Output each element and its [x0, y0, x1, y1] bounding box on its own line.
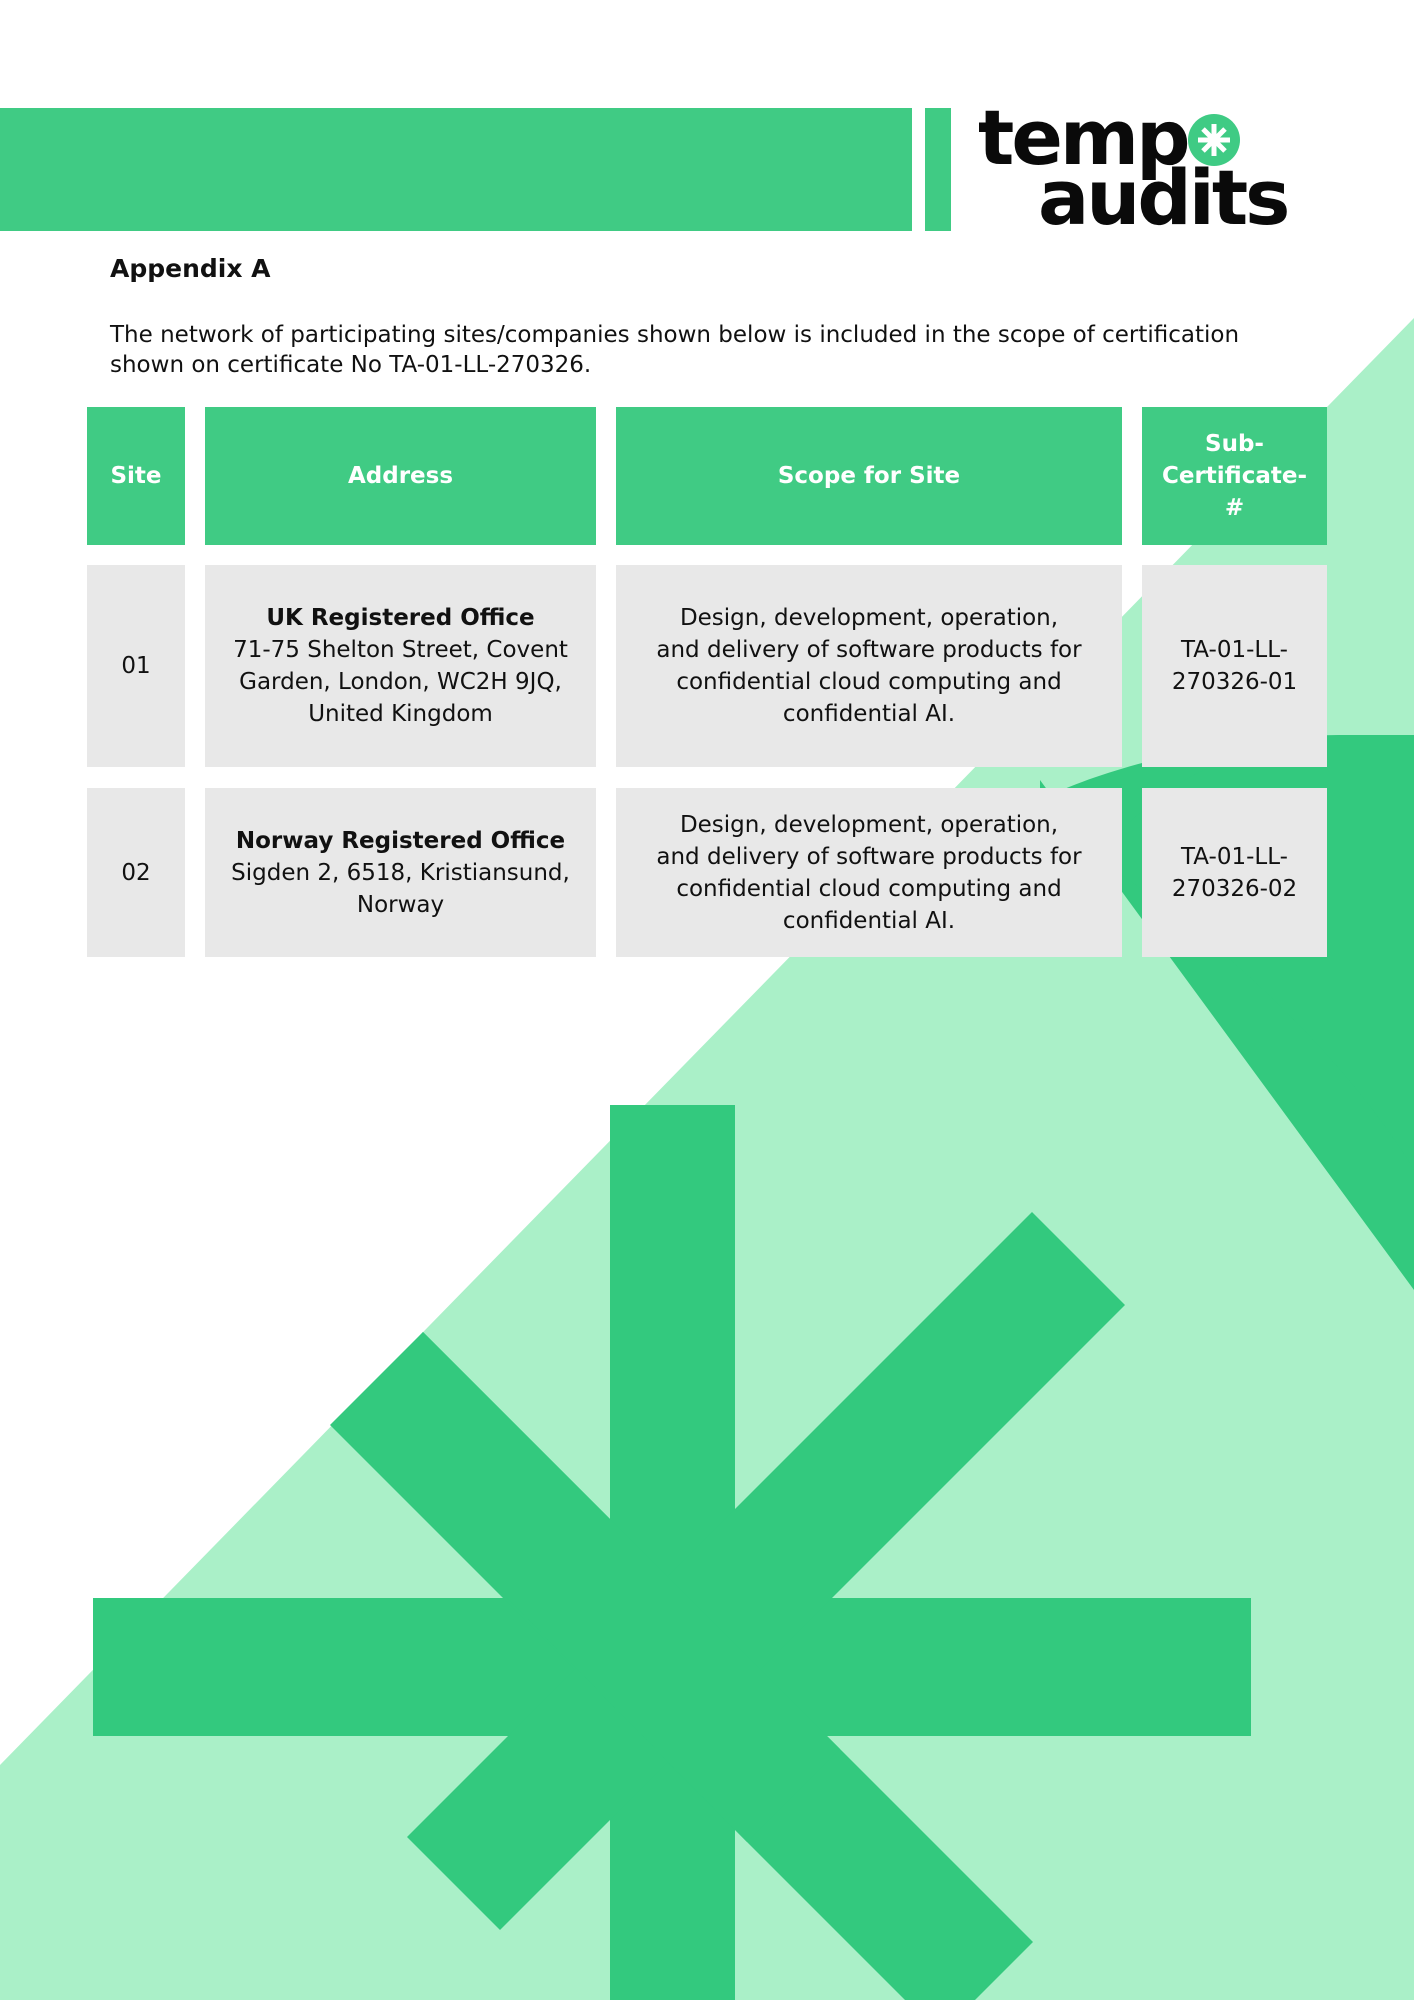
row2-certificate: TA-01-LL-270326-02 [1142, 788, 1327, 957]
row2-address-title: Norway Registered Office [235, 827, 566, 854]
header-site: Site [87, 407, 185, 545]
header-band-strip [925, 108, 951, 231]
row1-site: 01 [87, 565, 185, 767]
row1-address-text: 71-75 Shelton Street, Covent Garden, London, WC2H 9JQ, United Kingdom [233, 637, 568, 727]
row1-scope: Design, development, operation, and delivery of software products for confidential cloud computing and confidential AI. [616, 565, 1122, 767]
header-address: Address [205, 407, 596, 545]
row2-address-text: Sigden 2, 6518, Kristiansund, Norway [231, 859, 570, 918]
row1-address-title: UK Registered Office [266, 605, 535, 631]
row2-address [205, 788, 596, 957]
logo [978, 93, 1298, 242]
header-scope: Scope for Site [616, 407, 1122, 545]
row1-address [205, 565, 596, 767]
header-band [0, 108, 912, 231]
intro-paragraph: The network of participating sites/companies shown below is included in the scope of certification shown on certificate No TA-01-LL-270326. [110, 322, 1240, 378]
logo-text-tempo: temp [978, 93, 1188, 182]
header-sub-certificate: Sub-Certificate-# [1142, 407, 1327, 545]
row2-site: 02 [87, 788, 185, 957]
row1-certificate: TA-01-LL-270326-01 [1142, 565, 1327, 767]
logo-text-audits: audits [1038, 153, 1288, 242]
page-title: Appendix A [110, 254, 271, 283]
row2-scope: Design, development, operation, and delivery of software products for confidential cloud computing and confidential AI. [616, 788, 1122, 957]
